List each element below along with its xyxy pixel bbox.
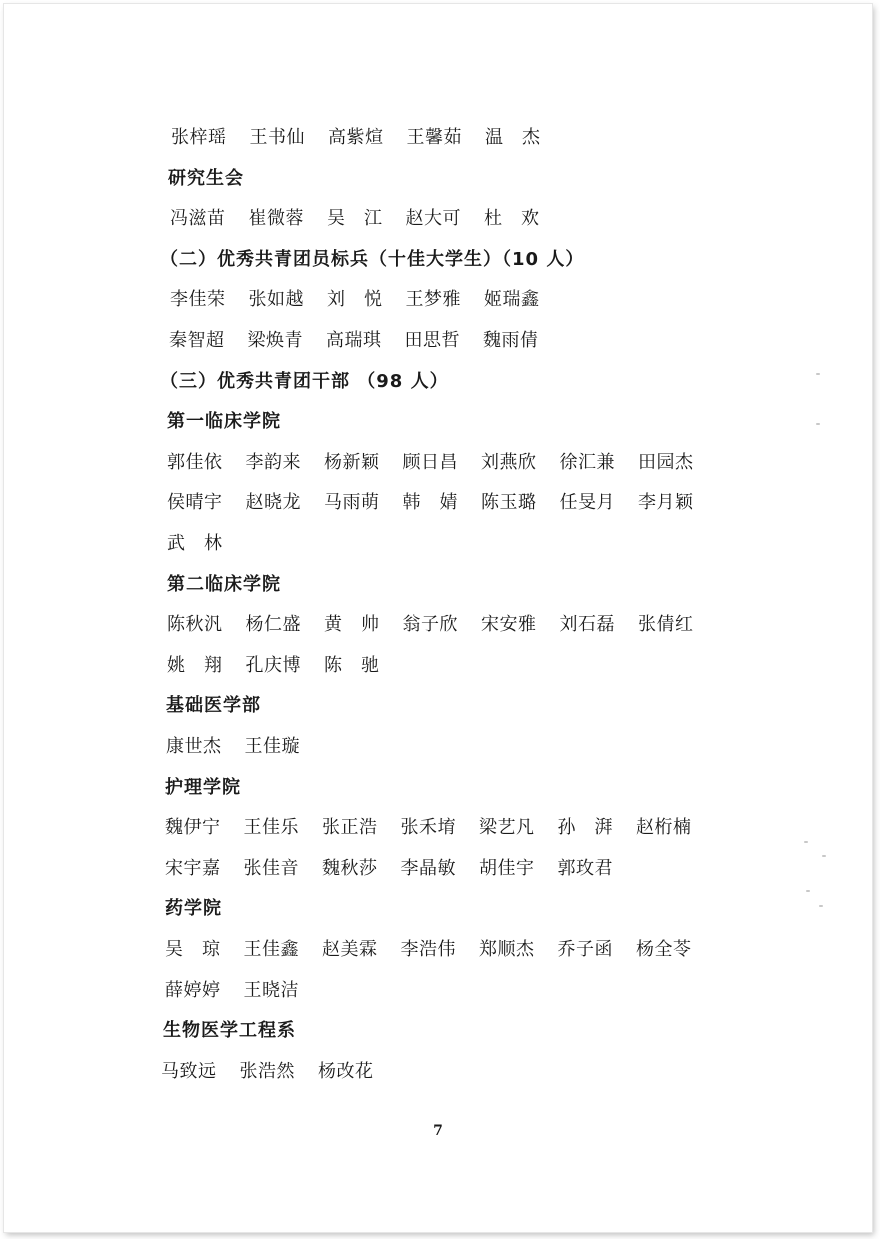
person-name: 魏伊宁 xyxy=(165,817,221,839)
name-row xyxy=(167,491,717,515)
person-name: 刘 悦 xyxy=(327,289,383,311)
person-name: 王书仙 xyxy=(249,127,305,148)
person-name: 张佳音 xyxy=(243,857,299,879)
person-name: 王佳鑫 xyxy=(243,939,299,960)
name-row xyxy=(171,126,564,150)
person-name: 陈玉璐 xyxy=(481,492,537,514)
person-name: 冯滋苗 xyxy=(170,208,226,230)
person-name: 杨仁盛 xyxy=(245,614,301,636)
person-name: 薛婷婷 xyxy=(165,979,221,1001)
name-row xyxy=(165,857,636,881)
name-row xyxy=(167,532,246,556)
name-row xyxy=(165,979,322,1003)
department-heading: 护理学院 xyxy=(165,776,241,798)
person-name: 赵大可 xyxy=(405,208,461,230)
name-row xyxy=(166,735,323,759)
person-name: 刘燕欣 xyxy=(481,451,537,473)
person-name: 王晓洁 xyxy=(243,979,299,1001)
scan-speck xyxy=(822,855,826,857)
person-name: 高紫煊 xyxy=(328,127,384,148)
person-name: 王梦雅 xyxy=(405,289,461,311)
scan-speck xyxy=(804,841,808,843)
document-page xyxy=(4,4,872,1232)
department-heading: 基础医学部 xyxy=(166,695,261,717)
person-name: 翁子欣 xyxy=(402,614,458,636)
person-name: 魏雨倩 xyxy=(483,330,539,351)
person-name: 宋宇嘉 xyxy=(165,857,221,879)
person-name: 王佳乐 xyxy=(243,817,299,839)
person-name: 郭玫君 xyxy=(557,857,613,879)
scan-speck xyxy=(819,905,823,907)
person-name: 张倩红 xyxy=(638,614,694,636)
person-name: 李佳荣 xyxy=(170,289,226,311)
person-name: 陈 驰 xyxy=(324,654,380,676)
person-name: 张禾堉 xyxy=(400,817,456,839)
scan-speck xyxy=(816,373,820,375)
person-name: 刘石磊 xyxy=(559,614,615,636)
person-name: 张如越 xyxy=(248,289,304,311)
name-row xyxy=(161,1060,397,1084)
person-name: 赵桁楠 xyxy=(636,817,692,839)
person-name: 张梓瑶 xyxy=(171,127,227,148)
department-heading: 第二临床学院 xyxy=(167,573,281,595)
person-name: 孔庆博 xyxy=(245,654,301,676)
person-name: 姬瑞鑫 xyxy=(484,289,540,311)
section-heading: （三）优秀共青团干部 （98 人） xyxy=(160,370,449,392)
person-name: 顾日昌 xyxy=(402,451,458,473)
person-name: 赵美霖 xyxy=(322,939,378,960)
person-name: 张正浩 xyxy=(322,817,378,839)
department-heading: 药学院 xyxy=(165,898,222,920)
person-name: 胡佳宇 xyxy=(479,857,535,879)
person-name: 杨新颖 xyxy=(324,451,380,473)
person-name: 李韵来 xyxy=(245,451,301,473)
person-name: 宋安雅 xyxy=(481,614,537,636)
person-name: 张浩然 xyxy=(239,1060,295,1082)
person-name: 王佳璇 xyxy=(244,736,300,757)
person-name: 马雨萌 xyxy=(324,492,380,514)
department-heading: 生物医学工程系 xyxy=(163,1020,296,1042)
person-name: 梁艺凡 xyxy=(479,817,535,839)
person-name: 杨全苓 xyxy=(636,939,692,960)
person-name: 田园杰 xyxy=(638,451,694,473)
section-heading: （二）优秀共青团员标兵（十佳大学生）（10 人） xyxy=(160,248,585,270)
person-name: 吴 江 xyxy=(327,208,383,230)
name-row xyxy=(165,816,715,840)
person-name: 温 杰 xyxy=(485,127,541,148)
person-name: 魏秋莎 xyxy=(322,857,378,879)
scan-speck xyxy=(806,890,810,892)
person-name: 郑顺杰 xyxy=(479,939,535,960)
person-name: 郭佳依 xyxy=(167,451,223,473)
person-name: 梁焕青 xyxy=(247,330,303,351)
person-name: 康世杰 xyxy=(166,736,222,757)
person-name: 姚 翔 xyxy=(167,654,223,676)
name-row xyxy=(165,938,715,962)
person-name: 任旻月 xyxy=(559,492,615,514)
person-name: 秦智超 xyxy=(169,330,225,351)
page-number: 7 xyxy=(433,1123,443,1139)
name-row xyxy=(170,207,563,231)
person-name: 韩 婧 xyxy=(402,492,458,514)
scan-speck xyxy=(816,423,820,425)
name-row xyxy=(170,288,563,312)
person-name: 吴 琼 xyxy=(165,939,221,960)
person-name: 李晶敏 xyxy=(400,857,456,879)
person-name: 王馨茹 xyxy=(406,127,462,148)
person-name: 杨改花 xyxy=(318,1060,374,1082)
department-heading: 第一临床学院 xyxy=(167,411,281,433)
person-name: 赵晓龙 xyxy=(245,492,301,514)
person-name: 徐汇兼 xyxy=(559,451,615,473)
person-name: 马致远 xyxy=(161,1060,217,1082)
person-name: 田思哲 xyxy=(404,330,460,351)
person-name: 黄 帅 xyxy=(324,614,380,636)
person-name: 侯晴宇 xyxy=(167,492,223,514)
department-heading: 研究生会 xyxy=(168,167,244,189)
person-name: 孙 湃 xyxy=(557,817,613,839)
person-name: 李浩伟 xyxy=(400,939,456,960)
person-name: 乔子函 xyxy=(557,939,613,960)
person-name: 高瑞琪 xyxy=(326,330,382,351)
name-row xyxy=(167,451,717,475)
person-name: 杜 欢 xyxy=(484,208,540,230)
person-name: 崔微蓉 xyxy=(248,208,304,230)
name-row xyxy=(167,613,717,637)
person-name: 李月颖 xyxy=(638,492,694,514)
person-name: 陈秋汎 xyxy=(167,614,223,636)
name-row xyxy=(169,329,562,353)
person-name: 武 林 xyxy=(167,533,223,554)
name-row xyxy=(167,654,403,678)
